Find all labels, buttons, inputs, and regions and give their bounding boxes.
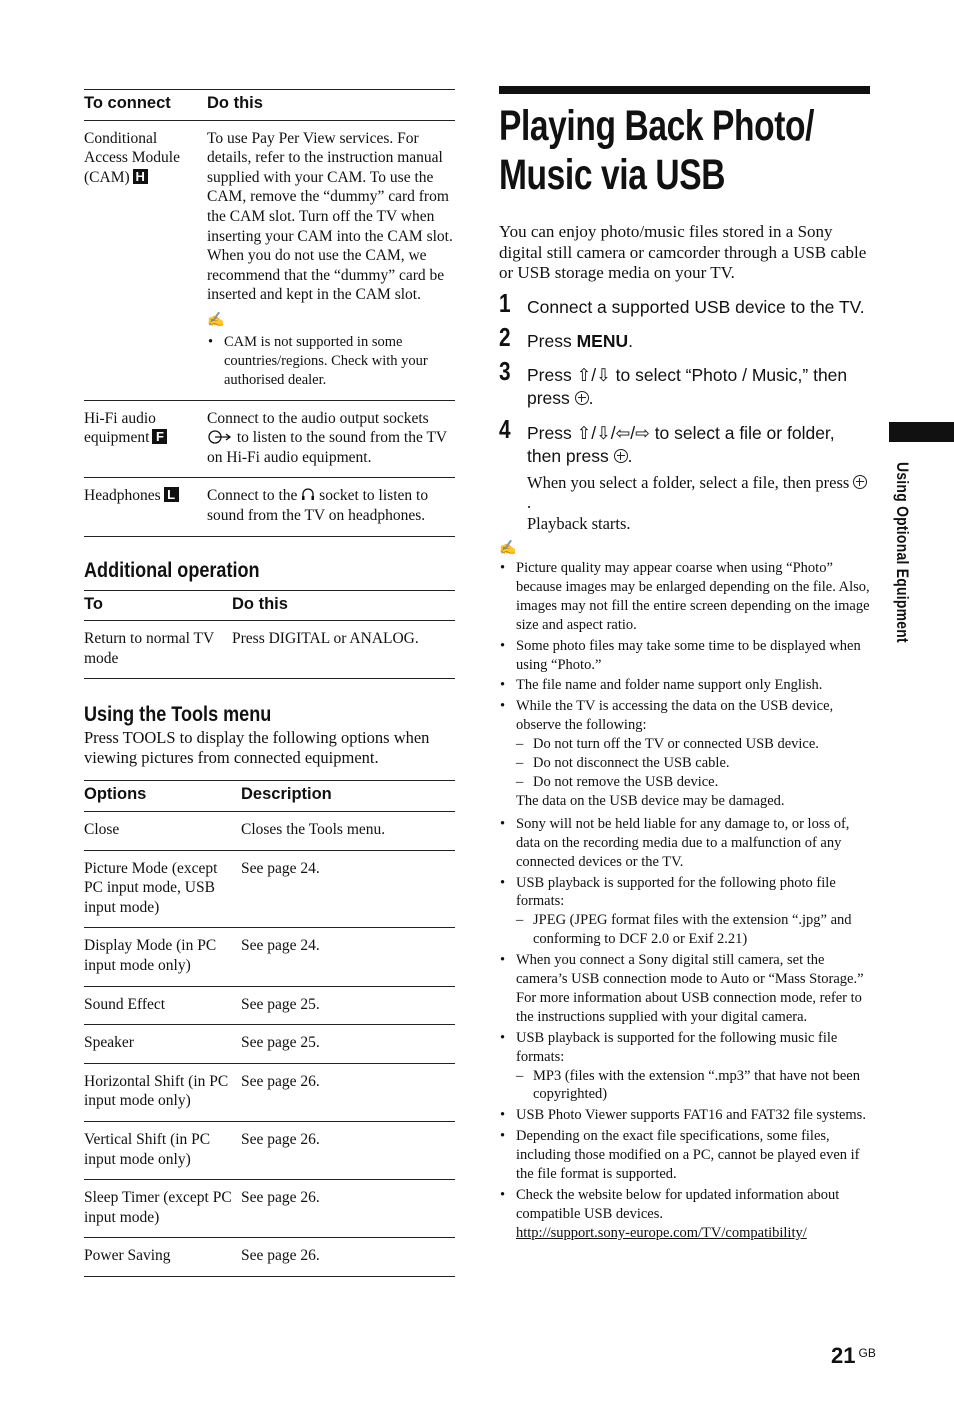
- section-tab-marker: [889, 422, 954, 442]
- note-pencil-icon: ✍: [207, 312, 225, 328]
- connector-badge: F: [152, 429, 167, 444]
- step-number: 3: [499, 355, 511, 386]
- step-3: [499, 355, 870, 410]
- option-name: Power Saving: [84, 1238, 241, 1277]
- list-item: • Depending on the exact file specifications, some files, including those modified on a PC, cannot be played even if the file format is supported.: [499, 1127, 870, 1184]
- table-cell: Return to normal TV mode: [84, 621, 232, 679]
- list-item: [499, 697, 870, 810]
- step-number: 1: [499, 287, 511, 318]
- additional-table: [84, 590, 455, 680]
- col-header-description: Description: [241, 781, 455, 812]
- step-text: Connect a supported USB device to the TV.: [527, 296, 865, 317]
- section-tab-label: Using Optional Equipment: [893, 462, 912, 643]
- connect-instruction: [207, 120, 455, 400]
- right-column: [499, 86, 870, 1245]
- step-text: Press ⇧/⇩/⇦/⇨ to select a file or folder, then press: [527, 422, 835, 466]
- instruction-text: Connect to the: [207, 487, 298, 505]
- tools-menu-heading: Using the Tools menu: [84, 703, 272, 727]
- list-item: • Sony will not be held liable for any damage to, or loss of, data on the recording media due to a malfunction of any connected devices or the TV.: [499, 815, 870, 872]
- option-description: See page 26.: [241, 1180, 455, 1238]
- connect-table: [84, 89, 455, 537]
- option-description: See page 24.: [241, 850, 455, 928]
- tools-table-body: [84, 812, 455, 1277]
- col-header-to-connect: To connect: [84, 90, 207, 121]
- note-text: Check the website below for updated information about compatible USB devices.: [516, 1187, 840, 1222]
- option-description: See page 25.: [241, 1025, 455, 1064]
- step-text-end: .: [588, 387, 594, 408]
- table-row: [84, 1180, 455, 1238]
- connect-instruction: [207, 478, 455, 536]
- table-row: [84, 400, 455, 478]
- connect-item: [84, 120, 207, 400]
- tools-table-header: [84, 781, 455, 812]
- option-name: Picture Mode (except PC input mode, USB input mode): [84, 850, 241, 928]
- note-list: [207, 333, 455, 390]
- step-1: [499, 287, 870, 319]
- list-item: [499, 1029, 870, 1105]
- tools-table: [84, 780, 455, 1277]
- additional-operation-heading: Additional operation: [84, 558, 260, 582]
- step-4: [499, 413, 870, 535]
- step-text-end: .: [628, 330, 634, 351]
- step-detail-text: When you select a folder, select a file, then press: [527, 472, 850, 492]
- page-title: [499, 102, 870, 200]
- option-description: See page 26.: [241, 1063, 455, 1121]
- step-text-end: .: [627, 445, 633, 466]
- option-name: Speaker: [84, 1025, 241, 1064]
- col-header-do-this: Do this: [232, 590, 455, 621]
- option-description: See page 26.: [241, 1238, 455, 1277]
- connect-instruction: [207, 400, 455, 478]
- option-name: Display Mode (in PC input mode only): [84, 928, 241, 986]
- table-row: [84, 986, 455, 1025]
- left-column: [84, 89, 455, 1277]
- page-number-value: 21: [831, 1343, 856, 1368]
- step-2: [499, 321, 870, 353]
- page-region-code: GB: [858, 1346, 876, 1360]
- option-description: See page 25.: [241, 986, 455, 1025]
- note-text: USB playback is supported for the following photo file formats:: [516, 874, 836, 910]
- step-number: 2: [499, 321, 511, 352]
- dash-list: [516, 1067, 870, 1105]
- connect-table-header: [84, 90, 455, 121]
- table-row: [84, 812, 455, 851]
- enter-button-icon: [614, 449, 628, 463]
- table-row: [84, 621, 455, 679]
- instruction-text: Connect to the audio output sockets: [207, 409, 429, 427]
- option-description: See page 24.: [241, 928, 455, 986]
- col-header-do-this: Do this: [207, 90, 455, 121]
- connect-item: [84, 478, 207, 536]
- table-row: [84, 850, 455, 928]
- connector-badge: L: [164, 487, 179, 502]
- step-detail-end: .: [527, 493, 532, 512]
- dash-list: [516, 911, 870, 949]
- dash-list: [516, 735, 870, 792]
- option-name: Sleep Timer (except PC input mode): [84, 1180, 241, 1238]
- table-row: [84, 928, 455, 986]
- col-header-to: To: [84, 590, 232, 621]
- table-cell: Press DIGITAL or ANALOG.: [232, 621, 455, 679]
- additional-table-header: [84, 590, 455, 621]
- note-after-text: The data on the USB device may be damaged.: [516, 792, 785, 809]
- dash-item: – MP3 (files with the extension “.mp3” that have not been copyrighted): [516, 1067, 870, 1105]
- table-row: [84, 1025, 455, 1064]
- connector-badge: H: [133, 169, 148, 184]
- step-number: 4: [499, 413, 511, 444]
- headphones-icon: [301, 487, 315, 501]
- option-name: Vertical Shift (in PC input mode only): [84, 1122, 241, 1180]
- dash-item: – Do not disconnect the USB cable.: [516, 754, 870, 773]
- list-item: • Picture quality may appear coarse when using “Photo” because images may be enlarged depending on the file. Also, images may not fill the entire screen depending on the image size and aspect ratio.: [499, 559, 870, 635]
- list-item: • CAM is not supported in some countries/regions. Check with your authorised dealer.: [207, 333, 455, 390]
- option-description: See page 26.: [241, 1122, 455, 1180]
- step-4-detail: [527, 473, 870, 535]
- list-item: • USB Photo Viewer supports FAT16 and FAT32 file systems.: [499, 1106, 870, 1125]
- connect-item-label: Headphones: [84, 487, 161, 505]
- col-header-options: Options: [84, 781, 241, 812]
- step-text: Press ⇧/⇩ to select “Photo / Music,” then press: [527, 364, 848, 408]
- list-item: • Some photo files may take some time to be displayed when using “Photo.”: [499, 637, 870, 675]
- playback-starts-text: Playback starts.: [527, 513, 631, 533]
- connect-text: To use Pay Per View services. For details, refer to the instruction manual supplied with your CAM. To use the CAM, remove the “dummy” card from the CAM slot. Turn off the TV when inserting your CAM into the CAM slot. When you do not use the CAM, we recommend that the “dummy” card be inserted and kept in the CAM slot.: [207, 129, 453, 304]
- table-row: [84, 478, 455, 536]
- connect-item-label: Hi-Fi audio equipment: [84, 409, 156, 447]
- note-pencil-icon: ✍: [499, 541, 517, 556]
- connect-item: [84, 400, 207, 478]
- title-line-1: Playing Back Photo/: [499, 102, 815, 150]
- table-row: [84, 1238, 455, 1277]
- instruction-text: socket to listen to sound from the TV on headphones.: [207, 487, 429, 524]
- option-name: Close: [84, 812, 241, 851]
- usb-intro: You can enjoy photo/music files stored in a Sony digital still camera or camcorder through a USB cable or USB storage media on your TV.: [499, 222, 867, 282]
- table-row: [84, 1122, 455, 1180]
- tools-intro: Press TOOLS to display the following options when viewing pictures from connected equipment.: [84, 728, 430, 767]
- title-line-2: Music via USB: [499, 151, 726, 199]
- list-item: [499, 1186, 870, 1243]
- connect-item-label: Conditional Access Module (CAM): [84, 129, 180, 186]
- enter-button-icon: [853, 475, 867, 489]
- list-item: • When you connect a Sony digital still camera, set the camera’s USB connection mode to Auto or “Mass Storage.” For more information about USB connection mode, refer to the instructions supplied with your digital camera.: [499, 951, 870, 1027]
- enter-button-icon: [575, 391, 589, 405]
- title-rule: [499, 86, 870, 94]
- option-description: Closes the Tools menu.: [241, 812, 455, 851]
- option-name: Horizontal Shift (in PC input mode only): [84, 1063, 241, 1121]
- compatibility-link[interactable]: http://support.sony-europe.com/TV/compatibility/: [516, 1224, 807, 1241]
- note-text: While the TV is accessing the data on the USB device, observe the following:: [516, 698, 834, 734]
- audio-output-icon: [207, 430, 233, 444]
- list-item: [499, 874, 870, 950]
- menu-key-label: MENU: [576, 330, 629, 351]
- note-text: USB playback is supported for the following music file formats:: [516, 1029, 838, 1065]
- table-row: [84, 1063, 455, 1121]
- table-row: [84, 120, 455, 400]
- step-text: Press: [527, 330, 572, 351]
- dash-item: – Do not turn off the TV or connected USB device.: [516, 735, 870, 754]
- page-number: [831, 1343, 876, 1369]
- dash-item: – JPEG (JPEG format files with the extension “.jpg” and conforming to DCF 2.0 or Exif 2.21): [516, 911, 870, 949]
- list-item: • The file name and folder name support only English.: [499, 676, 870, 695]
- dash-item: – Do not remove the USB device.: [516, 773, 870, 792]
- option-name: Sound Effect: [84, 986, 241, 1025]
- instruction-text: to listen to the sound from the TV on Hi-Fi audio equipment.: [207, 429, 447, 466]
- usb-notes: [499, 559, 870, 1243]
